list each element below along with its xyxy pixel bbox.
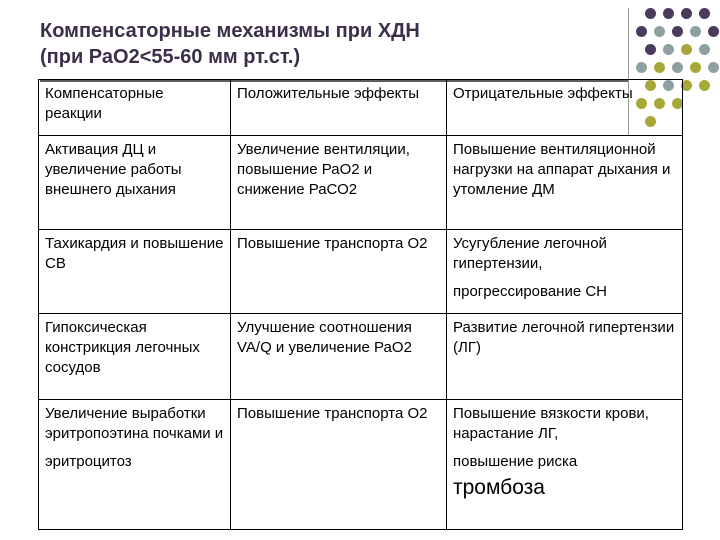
title-line-1: Компенсаторные механизмы при ХДН [40, 20, 420, 42]
dot [654, 26, 665, 37]
dot [663, 44, 674, 55]
cell-negative-text: Усугубление легочной гипертензии, [453, 235, 607, 272]
table-row [39, 136, 683, 230]
dot [672, 62, 683, 73]
dot [645, 44, 656, 55]
cell-positive: Увеличение вентиляции, повышение РаО2 и снижение РаСО2 [231, 136, 447, 230]
dot [708, 62, 719, 73]
cell-negative: Повышение вентиляционной нагрузки на аппарат дыхания и утомление ДМ [447, 136, 683, 230]
title-line-2: (при РаО2<55-60 мм рт.ст.) [40, 46, 301, 68]
cell-negative-extra: повышение риска [453, 453, 578, 470]
dot [690, 62, 701, 73]
dot [672, 26, 683, 37]
dot [636, 62, 647, 73]
cell-reaction: Активация ДЦ и увеличение работы внешнего дыхания [39, 136, 231, 230]
cell-reaction-extra: эритроцитоз [45, 453, 132, 470]
dot [699, 8, 710, 19]
cell-reaction: Тахикардия и повышение СВ [39, 230, 231, 314]
dot [690, 26, 701, 37]
cell-negative [447, 230, 683, 314]
table-row [39, 314, 683, 400]
table-row [39, 400, 683, 530]
cell-negative [447, 400, 683, 530]
dot [663, 8, 674, 19]
table-header-row [39, 80, 683, 136]
header-positive: Положительные эффекты [231, 80, 447, 136]
dot [645, 8, 656, 19]
cell-positive: Повышение транспорта О2 [231, 400, 447, 530]
dot [654, 62, 665, 73]
dot [681, 8, 692, 19]
table-row [39, 230, 683, 314]
cell-negative-emphasis: тромбоза [453, 476, 545, 499]
cell-negative-extra: прогрессирование СН [453, 283, 608, 300]
cell-reaction [39, 400, 231, 530]
dot [681, 44, 692, 55]
cell-positive: Повышение транспорта О2 [231, 230, 447, 314]
dot [636, 26, 647, 37]
cell-negative-text: Повышение вязкости крови, нарастание ЛГ, [453, 405, 649, 442]
dot [699, 80, 710, 91]
compensatory-mechanisms-table [38, 79, 683, 530]
dot [699, 44, 710, 55]
cell-positive: Улучшение соотношения VA/Q и увеличение РаО2 [231, 314, 447, 400]
header-reactions: Компенсаторные реакции [39, 80, 231, 136]
header-negative: Отрицательные эффекты [447, 80, 683, 136]
cell-reaction-text: Увеличение выработки эритропоэтина почками и [45, 405, 224, 442]
slide-title [40, 18, 420, 70]
dot [708, 26, 719, 37]
cell-reaction: Гипоксическая констрикция легочных сосудов [39, 314, 231, 400]
cell-negative: Развитие легочной гипертензии (ЛГ) [447, 314, 683, 400]
